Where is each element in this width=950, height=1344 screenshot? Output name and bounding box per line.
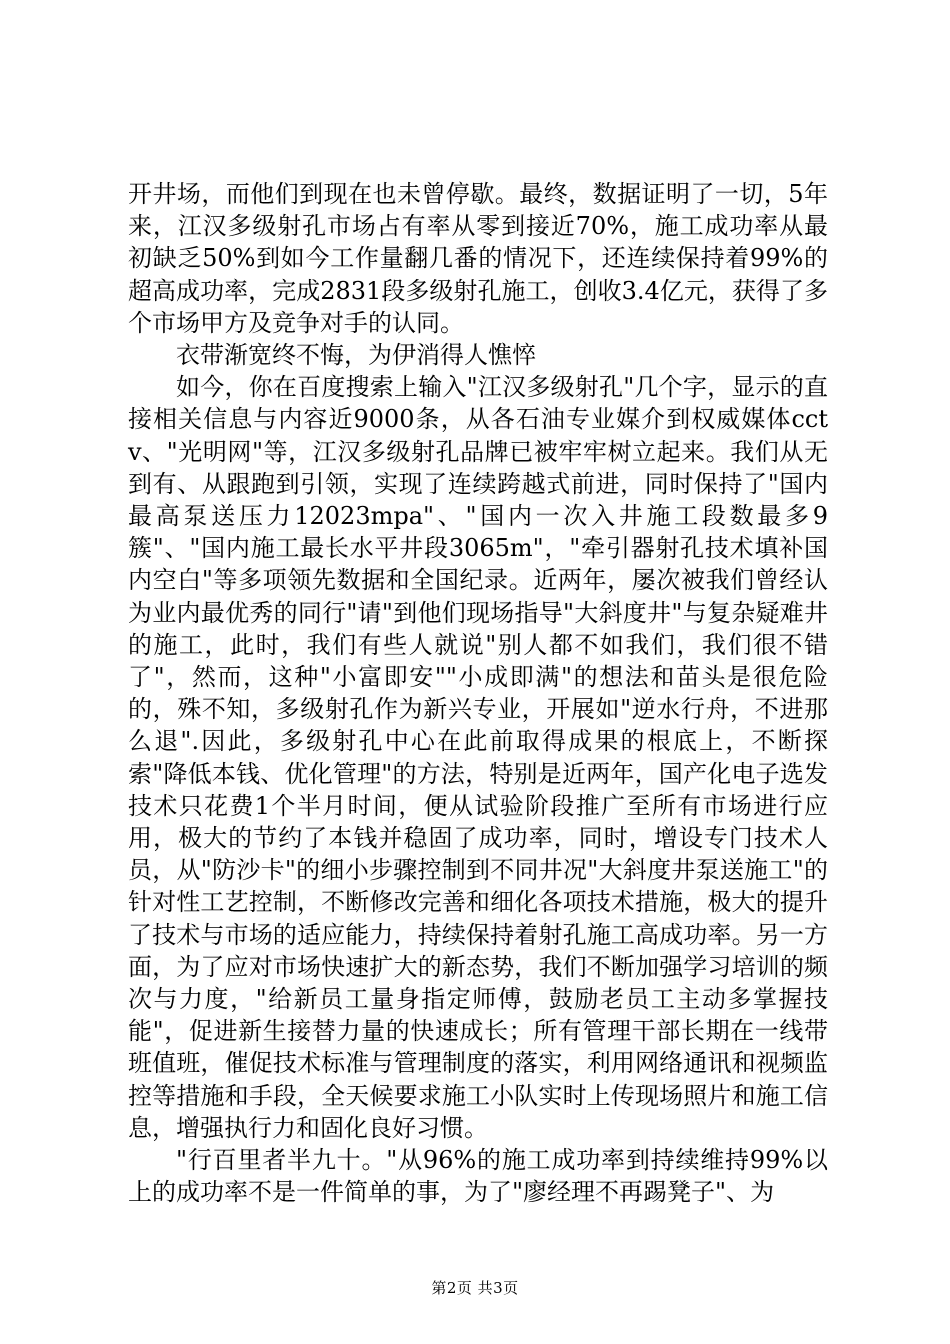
page-number-footer: 第2页 共3页 [431,1279,519,1297]
paragraph: 如今，你在百度搜索上输入"江汉多级射孔"几个字，显示的直接相关信息与内容近9000条，从各石油专业媒介到权威媒体cctv、"光明网"等，江汉多级射孔品牌已被牢牢树立起来。我们从无到有、从跟跑到引领，实现了连续跨越式前进，同时保持了"国内最高泵送压力12023mpa"、"国内一次入井施工段数最多9簇"、"国内施工最长水平井段3065m"，"牵引器射孔技术填补国内空白"等多项领先数据和全国纪录。近两年，屡次被我们曾经认为业内最优秀的同行"请"到他们现场指导"大斜度井"与复杂疑难井的施工，此时，我们有些人就说"别人都不如我们，我们很不错了"，然而，这种"小富即安""小成即满"的想法和苗头是很危险的，殊不知，多级射孔作为新兴专业，开展如"逆水行舟，不进那么退".因此，多级射孔中心在此前取得成果的根底上，不断探索"降低本钱、优化管理"的方法，特别是近两年，国产化电子选发技术只花费1个半月时间，便从试验阶段推广至所有市场进行应用，极大的节约了本钱并稳固了成功率，同时，增设专门技术人员，从"防沙卡"的细小步骤控制到不同井况"大斜度井泵送施工"的针对性工艺控制，不断修改完善和细化各项技术措施，极大的提升了技术与市场的适应能力，持续保持着射孔施工高成功率。另一方面，为了应对市场快速扩大的新态势，我们不断加强学习培训的频次与力度，"给新员工量身指定师傅，鼓励老员工主动多掌握技能"，促进新生接替力量的快速成长；所有管理干部长期在一线带班值班，催促技术标准与管理制度的落实，利用网络通讯和视频监控等措施和手段，全天候要求施工小队实时上传现场照片和施工信息，增强执行力和固化良好习惯。 [128,373,828,1142]
paragraph-continuation: 开井场，而他们到现在也未曾停歇。最终，数据证明了一切，5年来，江汉多级射孔市场占有率从零到接近70%，施工成功率从最初缺乏50%到如今工作量翻几番的情况下，还连续保持着99%的超高成功率，完成2831段多级射孔施工，创收3.4亿元，获得了多个市场甲方及竞争对手的认同。 [128,180,828,337]
paragraph: "行百里者半九十。"从96%的施工成功率到持续维持99%以上的成功率不是一件简单的事，为了"廖经理不再踢凳子"、为 [128,1146,828,1207]
section-heading: 衣带渐宽终不悔，为伊消得人憔悴 [176,341,536,370]
document-body [128,178,828,1209]
